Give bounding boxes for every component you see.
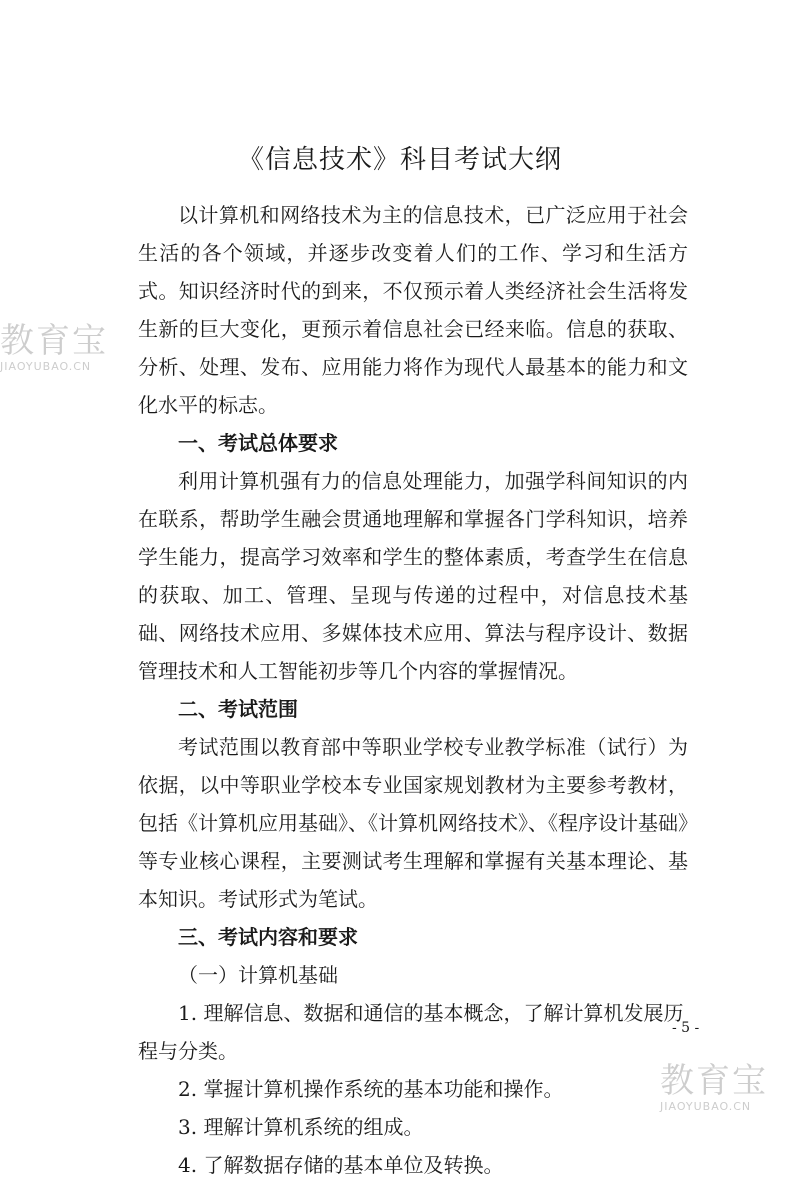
list-item: 3. 理解计算机系统的组成。 — [178, 1115, 424, 1139]
page-number: - 5 - — [672, 1020, 700, 1036]
list-item: 4. 了解数据存储的基本单位及转换。 — [178, 1153, 504, 1177]
watermark-url-text: JIAOYUBAO.CN — [0, 360, 92, 373]
document-body — [138, 196, 688, 1184]
intro-paragraph: 以计算机和网络技术为主的信息技术，已广泛应用于社会生活的各个领域，并逐步改变着人们的工作、学习和生活方式。知识经济时代的到来，不仅预示着人类经济社会生活将发生新的巨大变化，更预示着信息社会已经来临。信息的获取、分析、处理、发布、应用能力将作为现代人最基本的能力和文化水平的标志。 — [138, 203, 688, 417]
section-3-heading: 三、考试内容和要求 — [178, 925, 358, 949]
section-1-paragraph: 利用计算机强有力的信息处理能力，加强学科间知识的内在联系，帮助学生融会贯通地理解和掌握各门学科知识，培养学生能力，提高学习效率和学生的整体素质，考查学生在信息的获取、加工、管理、呈现与传递的过程中，对信息技术基础、网络技术应用、多媒体技术应用、算法与程序设计、数据管理技术和人工智能初步等几个内容的掌握情况。 — [138, 469, 688, 683]
section-2-heading: 二、考试范围 — [178, 697, 298, 721]
watermark-left — [0, 322, 108, 374]
watermark-url-text: JIAOYUBAO.CN — [660, 1100, 752, 1113]
watermark-logo-text: 教育宝 — [660, 1061, 768, 1101]
list-item: 1. 理解信息、数据和通信的基本概念，了解计算机发展历程与分类。 — [138, 1001, 684, 1063]
list-item: 2. 掌握计算机操作系统的基本功能和操作。 — [178, 1077, 564, 1101]
document-title: 《信息技术》科目考试大纲 — [237, 145, 562, 175]
watermark-right — [660, 1062, 768, 1114]
section-2-paragraph: 考试范围以教育部中等职业学校专业教学标准（试行）为依据，以中等职业学校本专业国家规划教材为主要参考教材，包括《计算机应用基础》、《计算机网络技术》、《程序设计基础》等专业核心课程，主要测试考生理解和掌握有关基本理论、基本知识。考试形式为笔试。 — [138, 735, 688, 911]
watermark-logo-text: 教育宝 — [0, 321, 108, 361]
section-3-subheading: （一）计算机基础 — [178, 963, 338, 987]
section-1-heading: 一、考试总体要求 — [178, 431, 338, 455]
